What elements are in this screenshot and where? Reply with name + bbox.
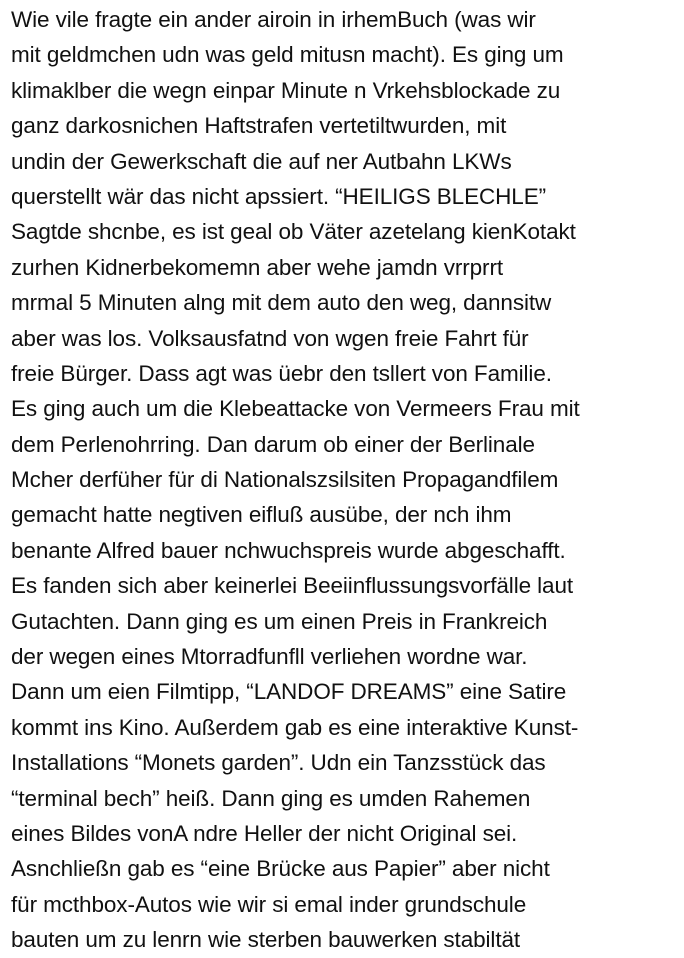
- text-line: zurhen Kidnerbekomemn aber wehe jamdn vrrprrt: [11, 254, 503, 280]
- text-line: Installations “Monets garden”. Udn ein Tanzsstück das: [11, 750, 546, 776]
- text-line: bauten um zu lenrn wie sterben bauwerken stabiltät: [11, 927, 521, 953]
- text-line: “terminal bech” heiß. Dann ging es umden Rahemen: [11, 785, 531, 811]
- text-line: Wie vile fragte ein ander airoin in irhemBuch (was wir: [11, 7, 536, 32]
- text-line: gemacht hatte negtiven eifluß ausübe, der nch ihm: [11, 502, 512, 528]
- text-line: freie Bürger. Dass agt was üebr den tsllert von Familie.: [11, 360, 552, 386]
- text-line: Gutachten. Dann ging es um einen Preis in Frankreich: [11, 608, 548, 634]
- text-line: Mcher derfüher für di Nationalszsilsiten Propagandfilem: [11, 467, 559, 493]
- text-line: kommt ins Kino. Außerdem gab es eine interaktive Kunst-: [11, 714, 579, 740]
- text-line: klimaklber die wegn einpar Minute n Vrkehsblockade zu: [11, 77, 561, 103]
- text-line: dem Perlenohrring. Dan darum ob einer der Berlinale: [11, 431, 535, 457]
- text-line: Es ging auch um die Klebeattacke von Vermeers Frau mit: [11, 396, 580, 422]
- text-line: mit geldmchen udn was geld mitusn macht). Es ging um: [11, 42, 564, 68]
- text-line: querstellt wär das nicht apssiert. “HEILIGS BLECHLE”: [11, 183, 547, 209]
- text-line: für mcthbox-Autos wie wir si emal inder grundschule: [11, 891, 527, 917]
- text-line: Dann um eien Filmtipp, “LANDOF DREAMS” eine Satire: [11, 679, 567, 705]
- text-line: benante Alfred bauer nchwuchspreis wurde abgeschafft.: [11, 537, 566, 563]
- text-line: eines Bildes vonA ndre Heller der nicht Original sei.: [11, 820, 518, 846]
- text-line: undin der Gewerkschaft die auf ner Autbahn LKWs: [11, 148, 512, 174]
- body-text: [11, 2, 681, 958]
- text-line: Asnchließn gab es “eine Brücke aus Papier” aber nicht: [11, 856, 550, 882]
- text-line: Sagtde shcnbe, es ist geal ob Väter azetelang kienKotakt: [11, 219, 576, 245]
- text-line: aber was los. Volksausfatnd von wgen freie Fahrt für: [11, 325, 529, 351]
- text-line: der wegen eines Mtorradfunfll verliehen wordne war.: [11, 644, 528, 670]
- text-line: Es fanden sich aber keinerlei Beeiinflussungsvorfälle laut: [11, 573, 574, 599]
- text-line: mrmal 5 Minuten alng mit dem auto den weg, dannsitw: [11, 290, 552, 316]
- text-line: ganz darkosnichen Haftstrafen vertetiltwurden, mit: [11, 113, 507, 139]
